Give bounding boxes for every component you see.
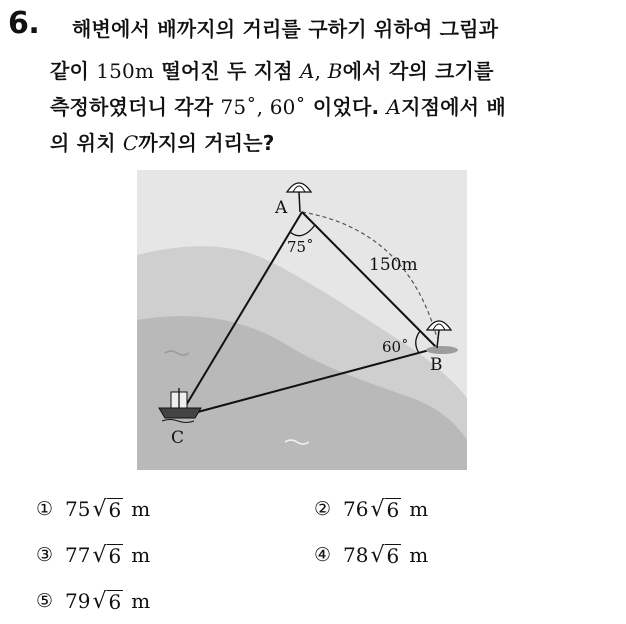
- choice-1-radicand: 6: [108, 497, 122, 522]
- question-text-line-2: [50, 55, 494, 84]
- sqrt-symbol: √ 6: [370, 496, 400, 522]
- label-angle-a: 75˚: [287, 238, 314, 256]
- label-angle-b: 60˚: [382, 338, 409, 356]
- choice-5-radicand: 6: [108, 589, 122, 614]
- choice-3-mark: ③: [36, 544, 54, 566]
- choice-2-mark: ②: [314, 498, 332, 520]
- question-line3-a: 측정하였더니 각각: [50, 95, 221, 119]
- choice-2-unit: m: [409, 497, 429, 521]
- sqrt-symbol: √ 6: [92, 496, 122, 522]
- choice-5-mark: ⑤: [36, 590, 54, 612]
- label-b: B: [430, 355, 443, 375]
- point-a-inline-2: A: [386, 95, 402, 119]
- choice-4-coef: 78: [343, 543, 369, 567]
- choice-5[interactable]: [36, 589, 150, 613]
- choice-2-coef: 76: [343, 497, 369, 521]
- distance-value: 150m: [96, 59, 155, 83]
- choice-1[interactable]: [36, 497, 150, 521]
- question-text-line-4: [50, 127, 275, 156]
- question-number: 6.: [8, 6, 40, 41]
- beach-triangle-figure: [137, 170, 467, 470]
- choice-1-coef: 75: [65, 497, 91, 521]
- figure-svg: [137, 170, 467, 470]
- label-c: C: [171, 428, 185, 448]
- angle-separator: ,: [256, 95, 270, 119]
- choice-1-mark: ①: [36, 498, 54, 520]
- choice-2-radicand: 6: [386, 497, 400, 522]
- sqrt-symbol: √ 6: [92, 588, 122, 614]
- question-line3-b: 이었다.: [305, 95, 387, 119]
- choice-1-unit: m: [131, 497, 151, 521]
- question-line4-b: 까지의 거리는?: [138, 131, 275, 155]
- label-a: A: [275, 198, 288, 218]
- choice-3-radicand: 6: [108, 543, 122, 568]
- choice-3-coef: 77: [65, 543, 91, 567]
- choice-4[interactable]: [314, 543, 428, 567]
- question-line2-b: 떨어진 두 지점: [154, 59, 300, 83]
- choice-4-mark: ④: [314, 544, 332, 566]
- choice-4-radicand: 6: [386, 543, 400, 568]
- choice-3[interactable]: [36, 543, 150, 567]
- angle-b-value: 60˚: [269, 95, 306, 119]
- point-c-inline: C: [122, 131, 139, 155]
- label-distance: 150m: [369, 255, 418, 275]
- question-line4-a: 의 위치: [50, 131, 123, 155]
- choice-3-unit: m: [131, 543, 151, 567]
- question-line3-c: 지점에서 배: [401, 95, 506, 119]
- question-text-line-3: [50, 91, 506, 120]
- angle-a-value: 75˚: [220, 95, 257, 119]
- question-line1: 해변에서 배까지의 거리를 구하기 위하여 그림과: [72, 17, 499, 41]
- sqrt-symbol: √ 6: [370, 542, 400, 568]
- question-line2-c: 에서 각의 크기를: [342, 59, 494, 83]
- comma: ,: [314, 59, 328, 83]
- choice-2[interactable]: [314, 497, 428, 521]
- point-b-inline: B: [327, 59, 343, 83]
- point-a-inline: A: [299, 59, 315, 83]
- choice-5-coef: 79: [65, 589, 91, 613]
- choice-4-unit: m: [409, 543, 429, 567]
- question-line2-a: 같이: [50, 59, 97, 83]
- question-text-line-1: [72, 13, 498, 42]
- sqrt-symbol: √ 6: [92, 542, 122, 568]
- choice-5-unit: m: [131, 589, 151, 613]
